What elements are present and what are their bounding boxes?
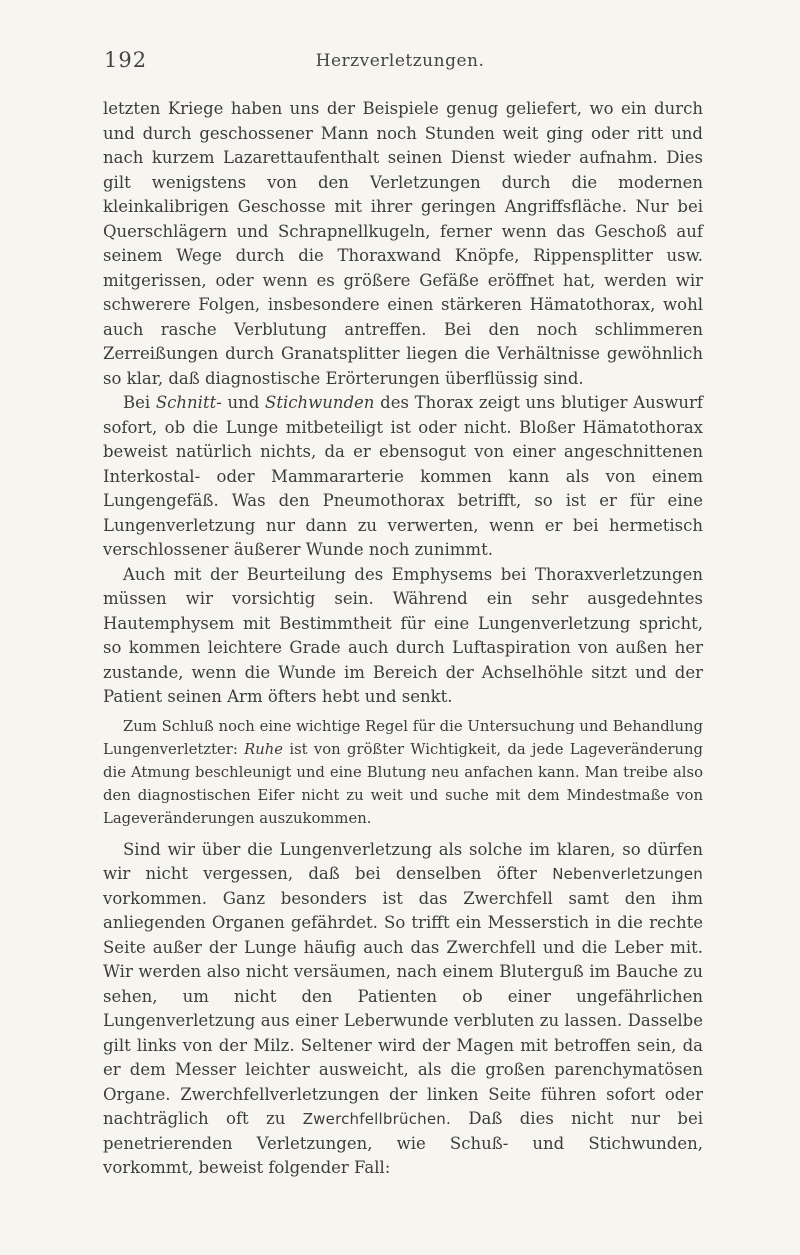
term-nebenverletzungen: Nebenverletzungen xyxy=(552,865,703,883)
paragraph-5-start: Sind wir über die Lungenverletzung als solche im klaren, so dürfen wir nicht vergessen, daß bei denselben öfter xyxy=(103,839,703,883)
paragraph-4-small-print xyxy=(103,715,703,830)
paragraph-5-middle: vorkommen. Ganz besonders ist das Zwerchfell samt den ihm anliegenden Organen gefährdet. So trifft ein Messerstich in die rechte Seite außer der Lunge häufig auch das Zwerchfell und die Leber mit. Wir werden also nicht versäumen, nach einem Bluterguß im Bauche zu sehen, um nicht den Patienten ob einer ungefährlichen Lungenverletzung aus einer Leberwunde verbluten zu lassen. Dasselbe gilt links von der Milz. Seltener wird der Magen mit betroffen sein, da er dem Messer leichter ausweicht, als die großen parenchymatösen Organe. Zwerchfellverletzungen der linken Seite führen sofort oder nachträglich oft zu xyxy=(103,888,703,1128)
paragraph-1: letzten Kriege haben uns der Beispiele genug geliefert, wo ein durch und durch geschossener Mann noch Stunden weit ging oder ritt und nach kurzem Lazarettaufenthalt seinen Dienst wieder aufnahm. Dies gilt wenigstens von den Verletzungen durch die modernen kleinkalibrigen Geschosse mit ihrer geringen Angriffsfläche. Nur bei Querschlägern und Schrapnellkugeln, ferner wenn das Geschoß auf seinem Wege durch die Thoraxwand Knöpfe, Rippensplitter usw. mitgerissen, oder wenn es größere Gefäße eröffnet hat, werden wir schwerere Folgen, insbesondere einen stärkeren Hämatothorax, wohl auch rasche Verblutung antreffen. Bei den noch schlimmeren Zerreißungen durch Granatsplitter liegen die Verhältnisse gewöhnlich so klar, daß diagnostische Erörterungen überflüssig sind. xyxy=(103,99,703,388)
paragraph-4-start: Zum Schluß noch eine wichtige Regel für die Untersuchung und Behandlung Lungenverletzter: xyxy=(103,717,703,758)
paragraph-2-start: Bei xyxy=(123,393,156,412)
term-ruhe: Ruhe xyxy=(244,740,284,758)
paragraph-5-rest: Daß dies nicht nur bei penetrierenden Verletzungen, wie Schuß- und Stichwunden, vorkommt, beweist folgender Fall: xyxy=(103,1109,703,1177)
term-zwerchfellbruechen: Zwerchfellbrüchen. xyxy=(302,1110,451,1128)
paragraph-5 xyxy=(103,838,703,1181)
running-head: Herzverletzungen. xyxy=(315,51,485,71)
page-header xyxy=(0,48,800,78)
paragraph-3: Auch mit der Beurteilung des Emphysems bei Thoraxverletzungen müssen wir vorsichtig sein. Während ein sehr ausgedehntes Hautemphysem mit Bestimmtheit für eine Lungenverletzung spricht, so kommen leichtere Grade auch durch Luftaspiration von außen her zustande, wenn die Wunde im Bereich der Achselhöhle sitzt und der Patient seinen Arm öfters hebt und senkt. xyxy=(103,564,703,706)
body-text xyxy=(103,97,703,1181)
paragraph-2-rest: des Thorax zeigt uns blutiger Auswurf sofort, ob die Lunge mitbeteiligt ist oder nicht. Bloßer Hämatothorax beweist natürlich nichts, da er ebensogut von einer angeschnittenen Interkostal- oder Mammararterie kommen kann als von einem Lungengefäß. Was den Pneumothorax betrifft, so ist er für eine Lungenverletzung nur dann zu verwerten, wenn er bei hermetisch verschlossener äußerer Wunde noch zunimmt. xyxy=(103,393,703,559)
paragraph-4-rest: ist von größter Wichtigkeit, da jede Lageveränderung die Atmung beschleunigt und eine Blutung neu anfachen kann. Man treibe also den diagnostischen Eifer nicht zu weit und suche mit dem Mindestmaße von Lageveränderungen auszukommen. xyxy=(103,740,704,827)
paragraph-2-conj: und xyxy=(221,393,266,412)
term-stichwunden: Stichwunden xyxy=(265,393,375,412)
term-schnitt: Schnitt- xyxy=(155,393,222,412)
page-number: 192 xyxy=(104,48,148,72)
paragraph-2 xyxy=(103,391,703,563)
